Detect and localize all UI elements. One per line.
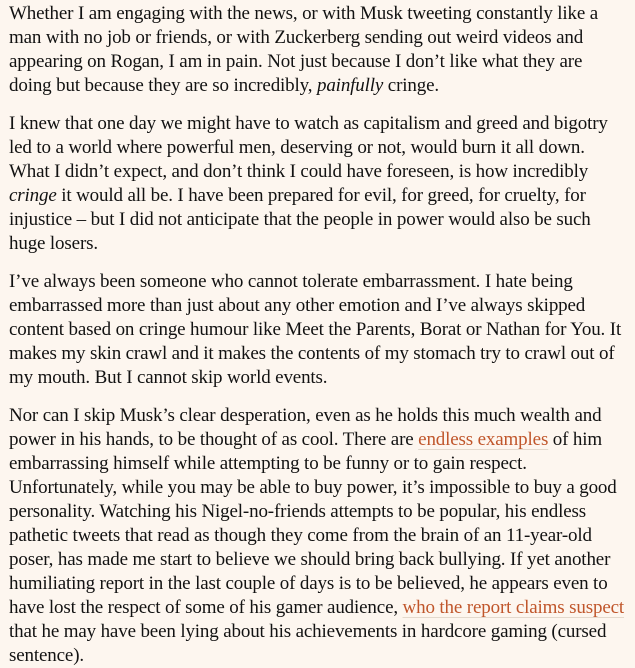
article-paragraph — [9, 270, 627, 390]
article-paragraph — [9, 112, 627, 256]
italic-text-run: painfully — [316, 75, 384, 96]
report-claims-suspect-link[interactable]: who the report claims suspect — [402, 597, 625, 618]
article-paragraph — [9, 404, 627, 668]
italic-text-run: cringe — [9, 185, 57, 206]
text-run: cringe. — [383, 75, 439, 96]
text-run: that he may have been lying about his achievements in hardcore gaming (cursed sentence). — [9, 621, 607, 666]
text-run: I knew that one day we might have to watch as capitalism and greed and bigotry led to a world where powerful men, deserving or not, would burn it all down. What I didn’t expect, and don’t think I could have foreseen, is how incredibly — [9, 113, 608, 182]
text-run: of him embarrassing himself while attempting to be funny or to gain respect. Unfortunately, while you may be able to buy power, it’s impossible to buy a good personality. Watching his Nigel-no-friends attempts to be popular, his endless pathetic tweets that read as though they come from the brain of an 11-year-old poser, has made me start to believe we should bring back bullying. If yet another humiliating report in the last couple of days is to be believed, he appears even to have lost the respect of some of his gamer audience, — [9, 429, 617, 618]
article-paragraph — [9, 2, 627, 98]
text-run: I’ve always been someone who cannot tolerate embarrassment. I hate being embarrassed more than just about any other emotion and I’ve always skipped content based on cringe humour like Meet the Parents, Borat or Nathan for You. It makes my skin crawl and it makes the contents of my stomach try to crawl out of my mouth. But I cannot skip world events. — [9, 271, 622, 388]
endless-examples-link[interactable]: endless examples — [418, 429, 549, 450]
text-run: Nor can I skip Musk’s clear desperation, even as he holds this much wealth and power in his hands, to be thought of as cool. There are — [9, 405, 602, 450]
text-run: it would all be. I have been prepared for evil, for greed, for cruelty, for injustice – but I did not anticipate that the people in power would also be such huge losers. — [9, 185, 591, 254]
text-run: Whether I am engaging with the news, or with Musk tweeting constantly like a man with no job or friends, or with Zuckerberg sending out weird videos and appearing on Rogan, I am in pain. Not just because I don’t like what they are doing but because they are so incredibly, — [9, 3, 599, 96]
